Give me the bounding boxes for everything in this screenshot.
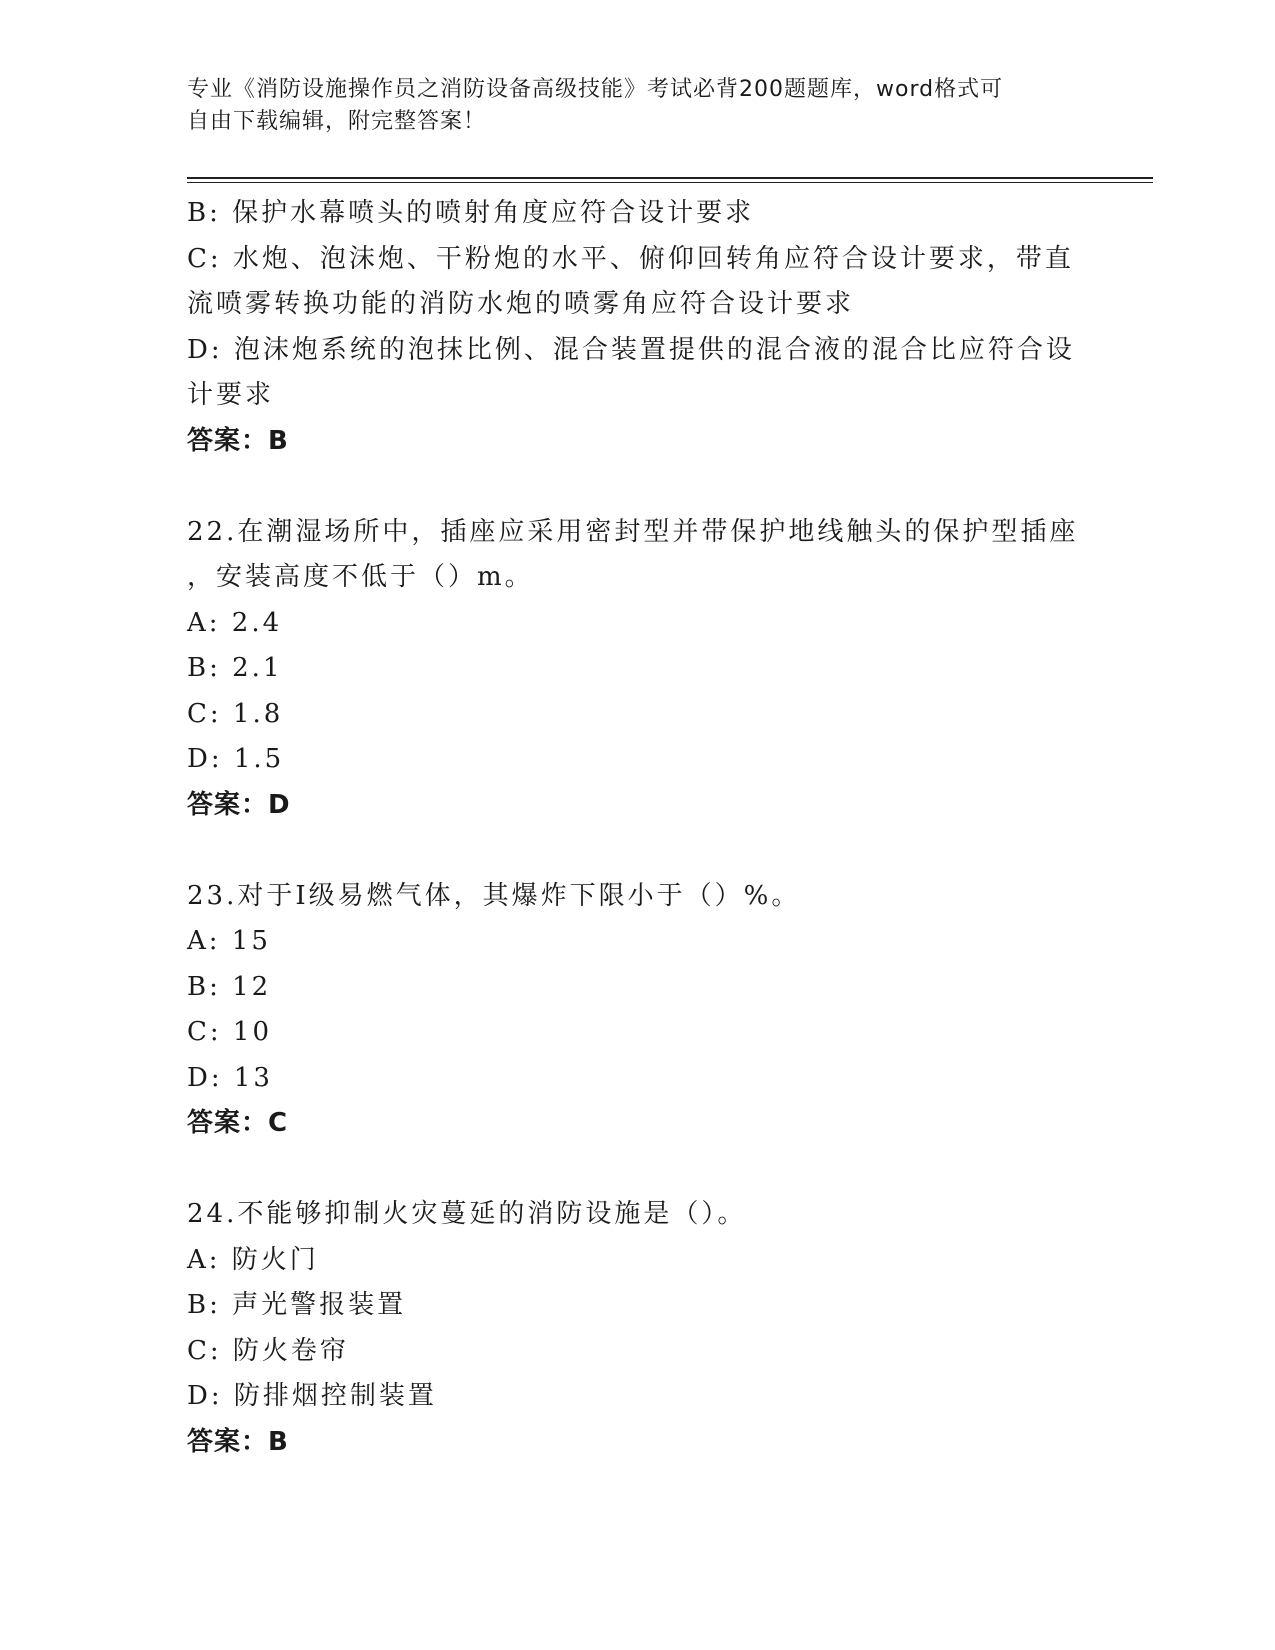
question-stem: 24.不能够抑制火灾蔓延的消防设施是（）。 bbox=[187, 1199, 747, 1229]
header-line-1: 专业《消防设施操作员之消防设备高级技能》考试必背200题题库，word格式可 bbox=[187, 77, 1004, 102]
option-b: B: 12 bbox=[187, 971, 272, 1002]
header-divider-thin bbox=[187, 182, 1153, 183]
option-d: D: 泡沫炮系统的泡抹比例、混合装置提供的混合液的混合比应符合设 bbox=[187, 334, 1075, 365]
option-a: A: 防火门 bbox=[187, 1244, 319, 1275]
option-b: B: 2.1 bbox=[187, 653, 283, 683]
answer: 答案：D bbox=[187, 789, 291, 820]
option-c: C: 10 bbox=[187, 1017, 273, 1047]
page-header bbox=[187, 74, 1067, 138]
answer: 答案：C bbox=[187, 1108, 289, 1138]
answer: 答案：B bbox=[187, 425, 289, 456]
spacer bbox=[187, 1147, 1087, 1193]
answer: 答案：B bbox=[187, 1426, 289, 1457]
option-a: A: 15 bbox=[187, 926, 271, 956]
option-b: B: 保护水幕喷头的喷射角度应符合设计要求 bbox=[187, 198, 755, 228]
option-c: C: 水炮、泡沫炮、干粉炮的水平、俯仰回转角应符合设计要求，带直 bbox=[187, 243, 1074, 274]
question-list bbox=[187, 191, 1087, 1465]
option-b: B: 声光警报装置 bbox=[187, 1290, 407, 1320]
option-c: C: 防火卷帘 bbox=[187, 1335, 349, 1366]
option-d-continued: 计要求 bbox=[187, 380, 275, 410]
question-22 bbox=[187, 510, 1087, 829]
question-stem-continued: ，安装高度不低于（）m。 bbox=[187, 562, 534, 592]
question-21-continued bbox=[187, 191, 1087, 464]
option-a: A: 2.4 bbox=[187, 607, 283, 638]
option-c-continued: 流喷雾转换功能的消防水炮的喷雾角应符合设计要求 bbox=[187, 289, 855, 319]
option-d: D: 13 bbox=[187, 1062, 273, 1093]
header-divider-thick bbox=[187, 177, 1153, 179]
header-line-2: 自由下载编辑，附完整答案！ bbox=[187, 109, 487, 134]
spacer bbox=[187, 828, 1087, 874]
question-23 bbox=[187, 874, 1087, 1147]
option-d: D: 防排烟控制装置 bbox=[187, 1381, 437, 1411]
spacer bbox=[187, 464, 1087, 510]
question-stem: 22.在潮湿场所中，插座应采用密封型并带保护地线触头的保护型插座 bbox=[187, 516, 1079, 547]
question-stem: 23.对于Ⅰ级易燃气体，其爆炸下限小于（）%。 bbox=[187, 880, 801, 911]
question-24 bbox=[187, 1192, 1087, 1465]
option-d: D: 1.5 bbox=[187, 744, 285, 774]
option-c: C: 1.8 bbox=[187, 698, 284, 729]
